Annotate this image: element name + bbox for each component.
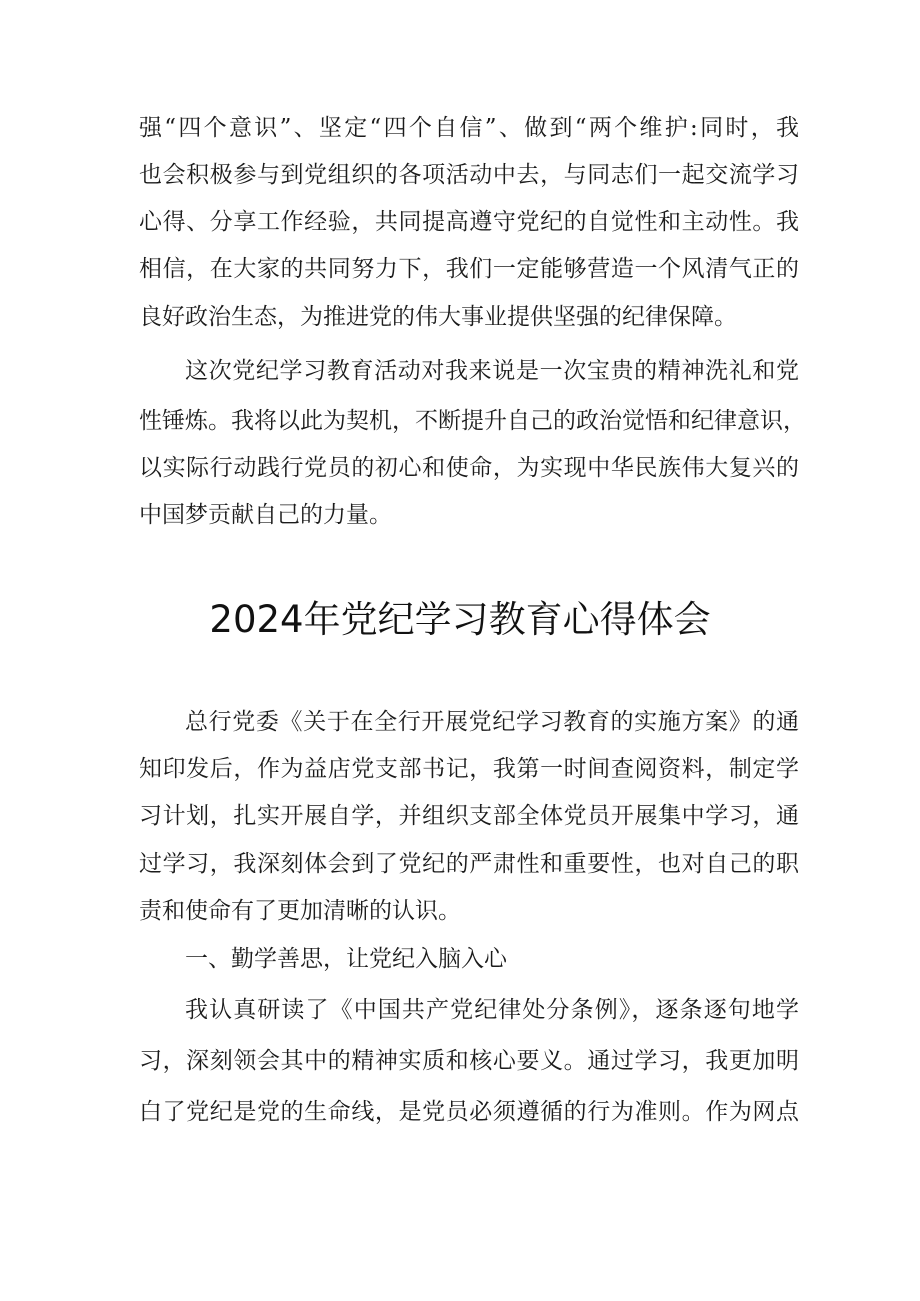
body-line: 过学习，我深刻体会到了党纪的严肃性和重要性，也对自己的职: [139, 851, 799, 877]
paragraph-first-line: 这次党纪学习教育活动对我来说是一次宝贵的精神洗礼和党: [185, 358, 799, 384]
body-line: 以实际行动践行党员的初心和使命，为实现中华民族伟大复兴的: [139, 455, 799, 481]
body-line: 知印发后，作为益店党支部书记，我第一时间查阅资料，制定学: [139, 756, 799, 782]
body-line: 中国梦贡献自己的力量。: [139, 502, 392, 528]
body-line: 强“四个意识”、坚定“四个自信”、做到“两个维护:同时，我: [139, 115, 799, 141]
body-line: 性锤炼。我将以此为契机，不断提升自己的政治觉悟和纪律意识，: [139, 408, 806, 434]
paragraph-first-line: 总行党委《关于在全行开展党纪学习教育的实施方案》的通: [185, 709, 799, 735]
body-line: 习计划，扎实开展自学，并组织支部全体党员开展集中学习，通: [139, 803, 799, 829]
section-heading: 一、勤学善思，让党纪入脑入心: [185, 946, 507, 972]
body-line: 也会积极参与到党组织的各项活动中去，与同志们一起交流学习: [139, 162, 799, 188]
body-line: 良好政治生态，为推进党的伟大事业提供坚强的纪律保障。: [139, 304, 737, 330]
document-title: 2024年党纪学习教育心得体会: [209, 598, 711, 641]
paragraph-first-line: 我认真研读了《中国共产党纪律处分条例》，逐条逐句地学: [185, 997, 799, 1023]
body-line: 习，深刻领会其中的精神实质和核心要义。通过学习，我更加明: [139, 1048, 799, 1074]
body-line: 白了党纪是党的生命线，是党员必须遵循的行为准则。作为网点: [139, 1099, 799, 1125]
body-line: 责和使命有了更加清晰的认识。: [139, 898, 461, 924]
body-line: 心得、分享工作经验，共同提高遵守党纪的自觉性和主动性。我: [139, 209, 799, 235]
body-line: 相信，在大家的共同努力下，我们一定能够营造一个风清气正的: [139, 256, 799, 282]
